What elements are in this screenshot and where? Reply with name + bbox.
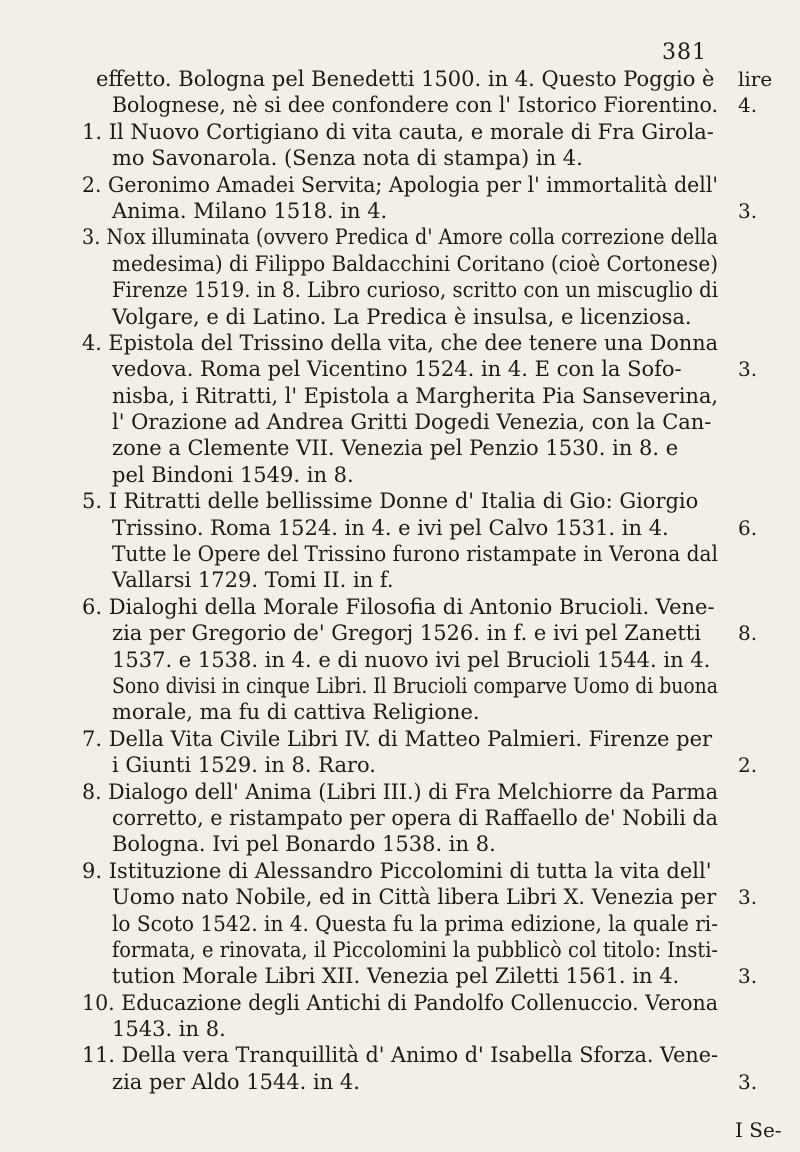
price-lire: 3.	[738, 198, 758, 223]
catchword: I Se-	[735, 1118, 782, 1142]
catalog-entry-line	[0, 224, 800, 250]
line-text: mo Savonarola. (Senza nota di stampa) in 4.	[112, 146, 583, 171]
line-text: pel Bindoni 1549. in 8.	[112, 462, 354, 487]
text-line	[0, 884, 800, 910]
line-text: 1. Il Nuovo Cortigiano di vita cauta, e morale di Fra Girola-	[82, 119, 714, 144]
text-line	[0, 673, 800, 699]
catalog-entry-line	[0, 726, 800, 752]
text-line	[0, 356, 800, 382]
price-lire: 6.	[738, 515, 758, 540]
text-line	[0, 831, 800, 857]
text-line	[0, 1016, 800, 1042]
line-text: vedova. Roma pel Vicentino 1524. in 4. E con la Sofo-	[112, 357, 682, 382]
text-line	[0, 383, 800, 409]
line-text: l' Orazione ad Andrea Gritti Dogedi Venezia, con la Can-	[112, 410, 712, 435]
text-line	[0, 963, 800, 989]
text-line	[0, 66, 800, 92]
text-line	[0, 567, 800, 593]
line-text: Anima. Milano 1518. in 4.	[112, 198, 388, 223]
text-line	[0, 462, 800, 488]
line-text: tution Morale Libri XII. Venezia pel Ziletti 1561. in 4.	[112, 964, 680, 989]
catalog-entry-line	[0, 779, 800, 805]
line-text: 6. Dialoghi della Morale Filosofia di Antonio Brucioli. Vene-	[82, 594, 715, 619]
line-text: zia per Gregorio de' Gregorj 1526. in f. e ivi pel Zanetti	[112, 621, 701, 646]
line-text: 2. Geronimo Amadei Servita; Apologia per l' immortalità dell'	[82, 172, 718, 197]
catalog-entry-line	[0, 172, 800, 198]
text-line	[0, 911, 800, 937]
text-line	[0, 620, 800, 646]
line-text: Uomo nato Nobile, ed in Città libera Libri X. Venezia per	[112, 885, 717, 910]
line-text: Sono divisi in cinque Libri. Il Brucioli comparve Uomo di buona	[112, 673, 718, 698]
price-lire: 3.	[738, 964, 758, 989]
catalog-text	[0, 66, 800, 1095]
line-text: 3. Nox illuminata (ovvero Predica d' Amore colla correzione della	[82, 225, 718, 250]
line-text: lo Scoto 1542. in 4. Questa fu la prima edizione, la quale ri-	[112, 911, 718, 936]
line-text: Firenze 1519. in 8. Libro curioso, scritto con un miscuglio di	[112, 278, 718, 303]
line-text: i Giunti 1529. in 8. Raro.	[112, 753, 376, 778]
text-line	[0, 277, 800, 303]
price-lire: 8.	[738, 621, 758, 646]
line-text: Volgare, e di Latino. La Predica è insulsa, e licenziosa.	[112, 304, 692, 329]
price-lire: 3.	[738, 885, 758, 910]
line-text: medesima) di Filippo Baldacchini Coritano (cioè Cortonese)	[112, 251, 718, 276]
line-text: morale, ma fu di cattiva Religione.	[112, 700, 480, 725]
line-text: 1537. e 1538. in 4. e di nuovo ivi pel Brucioli 1544. in 4.	[112, 647, 711, 672]
price-lire: 3.	[738, 1069, 758, 1094]
line-text: Bolognese, nè si dee confondere con l' Istorico Fiorentino.	[112, 93, 718, 118]
text-line	[0, 805, 800, 831]
text-line	[0, 937, 800, 963]
catalog-entry-line	[0, 1042, 800, 1068]
line-text: Trissino. Roma 1524. in 4. e ivi pel Calvo 1531. in 4.	[112, 515, 669, 540]
text-line	[0, 647, 800, 673]
line-text: zia per Aldo 1544. in 4.	[112, 1069, 360, 1094]
text-line	[0, 435, 800, 461]
text-line	[0, 699, 800, 725]
catalog-entry-line	[0, 858, 800, 884]
line-text: effetto. Bologna pel Benedetti 1500. in 4. Questo Poggio è	[96, 67, 715, 91]
line-text: 9. Istituzione di Alessandro Piccolomini di tutta la vita dell'	[82, 858, 712, 883]
line-text: 7. Della Vita Civile Libri IV. di Matteo Palmieri. Firenze per	[82, 726, 713, 751]
line-text: Tutte le Opere del Trissino furono ristampate in Verona dal	[112, 542, 718, 567]
price-lire: 3.	[738, 357, 758, 382]
line-text: corretto, e ristampato per opera di Raffaello de' Nobili da	[112, 805, 718, 830]
text-line	[0, 541, 800, 567]
line-text: 4. Epistola del Trissino della vita, che dee tenere una Donna	[82, 330, 718, 355]
text-line	[0, 251, 800, 277]
line-text: 5. I Ritratti delle bellissime Donne d' Italia di Gio: Giorgio	[82, 489, 699, 514]
line-text: formata, e rinovata, il Piccolomini la pubblicò col titolo: Insti-	[112, 937, 718, 962]
catalog-entry-line	[0, 594, 800, 620]
text-line	[0, 198, 800, 224]
text-line	[0, 1069, 800, 1095]
line-text: Bologna. Ivi pel Bonardo 1538. in 8.	[112, 832, 496, 857]
page-number: 381	[662, 40, 707, 65]
price-lire: 4.	[738, 93, 758, 118]
text-line	[0, 515, 800, 541]
catalog-entry-line	[0, 330, 800, 356]
line-text: 11. Della vera Tranquillità d' Animo d' Isabella Sforza. Vene-	[82, 1043, 718, 1068]
line-text: Vallarsi 1729. Tomi II. in f.	[112, 568, 394, 593]
price-lire: lire	[738, 67, 773, 91]
line-text: 10. Educazione degli Antichi di Pandolfo Collenuccio. Verona	[82, 990, 718, 1015]
text-line	[0, 409, 800, 435]
catalog-entry-line	[0, 990, 800, 1016]
text-line	[0, 92, 800, 118]
line-text: nisba, i Ritratti, l' Epistola a Margherita Pia Sanseverina,	[112, 383, 718, 408]
text-line	[0, 752, 800, 778]
text-line	[0, 304, 800, 330]
line-text: 8. Dialogo dell' Anima (Libri III.) di Fra Melchiorre da Parma	[82, 779, 718, 804]
catalog-entry-line	[0, 488, 800, 514]
catalog-entry-line	[0, 119, 800, 145]
text-line	[0, 145, 800, 171]
line-text: zone a Clemente VII. Venezia pel Penzio 1530. in 8. e	[112, 436, 679, 461]
line-text: 1543. in 8.	[112, 1017, 226, 1042]
price-lire: 2.	[738, 753, 758, 778]
